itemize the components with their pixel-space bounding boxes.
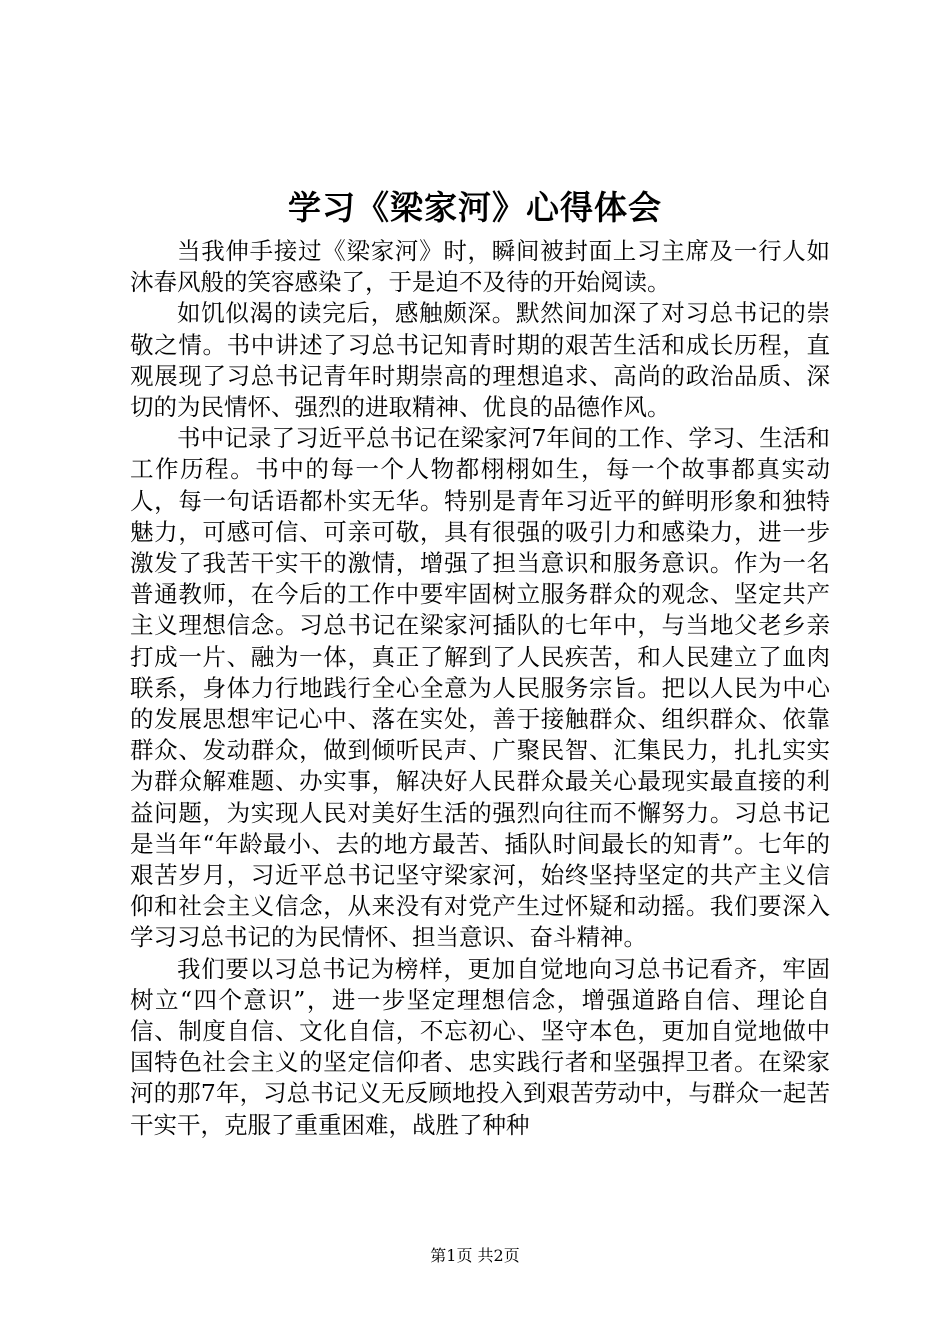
document-body xyxy=(130,236,830,1141)
page-title: 学习《梁家河》心得体会 xyxy=(288,188,662,227)
paragraph-4: 我们要以习总书记为榜样，更加自觉地向习总书记看齐，牢固树立“四个意识”，进一步坚定理想信念，增强道路自信、理论自信、制度自信、文化自信，不忘初心、坚守本色，更加自觉地做中国特色社会主义的坚定信仰者、忠实践行者和坚强捍卫者。在梁家河的那7年，习总书记义无反顾地投入到艰苦劳动中，与群众一起苦干实干，克服了重重困难，战胜了种种 xyxy=(130,954,830,1139)
page-footer: 第1页 共2页 xyxy=(430,1246,520,1265)
paragraph-2: 如饥似渴的读完后，感触颇深。默然间加深了对习总书记的崇敬之情。书中讲述了习总书记知青时期的艰苦生活和成长历程，直观展现了习总书记青年时期崇高的理想追求、高尚的政治品质、深切的为民情怀、强烈的进取精神、优良的品德作风。 xyxy=(130,299,830,422)
paragraph-1: 当我伸手接过《梁家河》时，瞬间被封面上习主席及一行人如沐春风般的笑容感染了，于是迫不及待的开始阅读。 xyxy=(130,237,830,297)
paragraph-3: 书中记录了习近平总书记在梁家河7年间的工作、学习、生活和工作历程。书中的每一个人物都栩栩如生，每一个故事都真实动人，每一句话语都朴实无华。特别是青年习近平的鲜明形象和独特魅力，可感可信、可亲可敬，具有很强的吸引力和感染力，进一步激发了我苦干实干的激情，增强了担当意识和服务意识。作为一名普通教师，在今后的工作中要牢固树立服务群众的观念、坚定共产主义理想信念。习总书记在梁家河插队的七年中，与当地父老乡亲打成一片、融为一体，真正了解到了人民疾苦，和人民建立了血肉联系，身体力行地践行全心全意为人民服务宗旨。把以人民为中心的发展思想牢记心中、落在实处，善于接触群众、组织群众、依靠群众、发动群众，做到倾听民声、广聚民智、汇集民力，扎扎实实为群众解难题、办实事，解决好人民群众最关心最现实最直接的利益问题，为实现人民对美好生活的强烈向往而不懈努力。习总书记是当年“年龄最小、去的地方最苦、插队时间最长的知青”。七年的艰苦岁月，习近平总书记坚守梁家河，始终坚持坚定的共产主义信仰和社会主义信念，从来没有对党产生过怀疑和动摇。我们要深入学习习总书记的为民情怀、担当意识、奋斗精神。 xyxy=(130,424,830,952)
